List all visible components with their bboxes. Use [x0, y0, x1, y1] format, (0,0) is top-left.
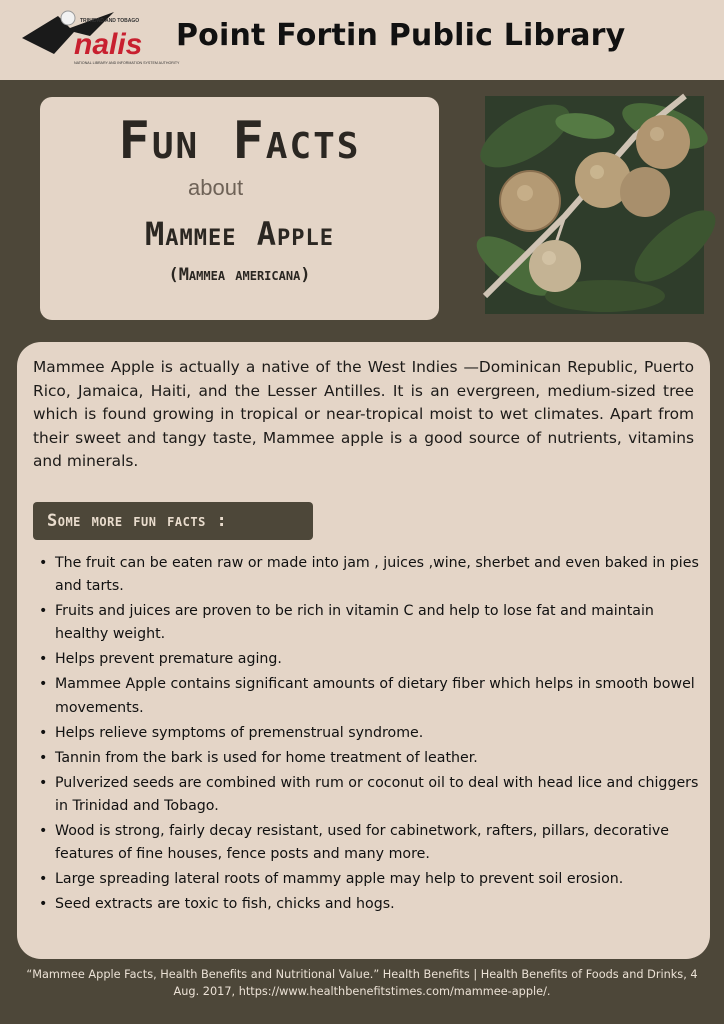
list-item: • Large spreading lateral roots of mammy apple may help to prevent soil erosion. — [39, 868, 707, 891]
list-item: • Tannin from the bark is used for home treatment of leather. — [39, 747, 707, 770]
title-card — [40, 97, 439, 320]
list-item: • Helps relieve symptoms of premenstrual syndrome. — [39, 722, 707, 745]
svg-text:TRINIDAD AND TOBAGO: TRINIDAD AND TOBAGO — [80, 18, 140, 24]
intro-paragraph: Mammee Apple is actually a native of the West Indies —Dominican Republic, Puerto Rico, Jamaica, Haiti, and the Lesser Antilles. It is an evergreen, medium-sized tree which is found growing in tropical or near-tropical moist to wet climates. Apart from their sweet and tangy taste, Mammee apple is a good source of nutrients, vitamins and minerals. — [33, 358, 694, 471]
fruit-name: Mammee Apple — [144, 215, 334, 253]
list-item: • Seed extracts are toxic to fish, chicks and hogs. — [39, 893, 707, 916]
fun-facts-heading: Fun Facts — [118, 111, 361, 171]
list-item: • Mammee Apple contains significant amounts of dietary fiber which helps in smooth bowel movements. — [39, 673, 707, 719]
content-card — [17, 342, 710, 959]
more-facts-label: Some more fun facts : — [33, 502, 313, 540]
facts-list — [39, 552, 707, 918]
library-title: Point Fortin Public Library — [176, 18, 626, 53]
nalis-bird-icon — [18, 8, 180, 72]
mammee-apple-photo — [485, 96, 704, 314]
scientific-name: (Mammea americana) — [168, 265, 311, 285]
svg-text:NATIONAL LIBRARY AND INFORMATI: NATIONAL LIBRARY AND INFORMATION SYSTEM AUTHORITY — [74, 61, 180, 65]
nalis-logo — [18, 8, 180, 72]
list-item: • Pulverized seeds are combined with rum or coconut oil to deal with head lice and chiggers in Trinidad and Tobago. — [39, 772, 707, 818]
list-item: • Wood is strong, fairly decay resistant, used for cabinetwork, rafters, pillars, decorative features of fine houses, fence posts and many more. — [39, 820, 707, 866]
about-label: about — [188, 175, 244, 200]
header-bar — [0, 0, 724, 80]
list-item: • Helps prevent premature aging. — [39, 648, 707, 671]
svg-text:nalis: nalis — [74, 28, 143, 61]
list-item: • The fruit can be eaten raw or made into jam , juices ,wine, sherbet and even baked in pies and tarts. — [39, 552, 707, 598]
list-item: • Fruits and juices are proven to be rich in vitamin C and help to lose fat and maintain healthy weight. — [39, 600, 707, 646]
citation: “Mammee Apple Facts, Health Benefits and Nutritional Value.” Health Benefits | Health Benefits of Foods and Drinks, 4 Aug. 2017, https://www.healthbenefitstimes.com/mammee-apple/. — [26, 968, 698, 998]
